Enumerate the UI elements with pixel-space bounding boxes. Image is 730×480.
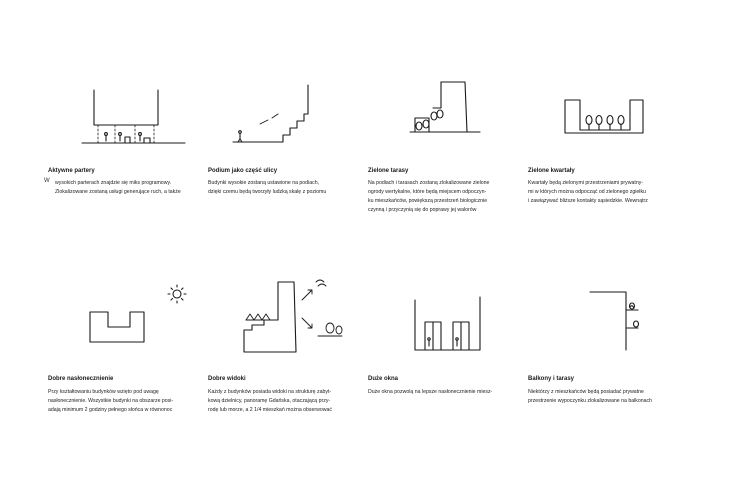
panel-description: Budynki wysokie zostaną ustawione na podiach, dzięki czemu będą tworzyły ludzką skalę z poziomu <box>208 180 327 195</box>
balconies-terraces-sketch <box>570 280 680 355</box>
large-windows-sketch <box>395 292 505 357</box>
panel-title: Balkony i tarasy <box>528 376 575 382</box>
panel-title: Podium jako część ulicy <box>208 168 278 174</box>
stray-letter: W <box>44 178 50 184</box>
green-terraces-sketch <box>385 78 495 150</box>
good-views-sketch <box>232 270 362 360</box>
panel-title: Zielone tarasy <box>368 168 409 174</box>
panel-title: Zielone kwartały <box>528 168 575 174</box>
panel-description: Niektórzy z mieszkańców będą posiadać prywatne przestrzenie wypoczynku zlokalizowane na balkonach <box>528 389 652 404</box>
green-courtyard-sketch <box>555 88 665 148</box>
panel-description: Na podiach i tarasach zostaną zlokalizowane zielone ogrody wertykalne, które będą miejscem odpoczyn- ku mieszkańców, powiększą przestrzeń biologicznie czynną i przyczynią się do poprawy jej walorów <box>368 180 490 213</box>
panel-title: Dobre nasłonecznienie <box>48 376 114 382</box>
podium-stairs-sketch <box>228 80 338 150</box>
panel-description: Kwartały będą zielonymi przestrzeniami prywatny- mi w których można odpocząć od zielonego zgiełku i zawiązywać bliższe kontakty sąsiedzkie. Wewnątrz <box>528 180 648 204</box>
panel-description: Przy kształtowaniu budynków wzięto pod uwagę nasłonecznienie. Wszystkie budynki na obszarze posi- adają minimum 2 godziny pełnego słońca w równonoc <box>48 389 174 413</box>
panel-description: wysokich parterach znajdzie się miks programowy. Zlokalizowane zostaną usługi generujące ruch, a także <box>55 180 181 195</box>
sun-icon <box>168 285 186 303</box>
panel-title: Dobre widoki <box>208 376 246 382</box>
panel-description: Każdy z budynków posiada widoki na strukturę zabyt- kową dzielnicy, panoramę Gdańska, otaczającą przy- rodę lub morze, a 2 1/4 mieszkań można obserwować <box>208 389 332 413</box>
panel-description: Duże okna pozwolą na lepsze nasłonecznienie miesz- <box>368 389 493 395</box>
sun-exposure-sketch <box>80 282 200 352</box>
panel-title: Aktywne partery <box>48 168 95 174</box>
panel-title: Duże okna <box>368 376 399 382</box>
active-ground-floor-sketch <box>80 85 190 150</box>
